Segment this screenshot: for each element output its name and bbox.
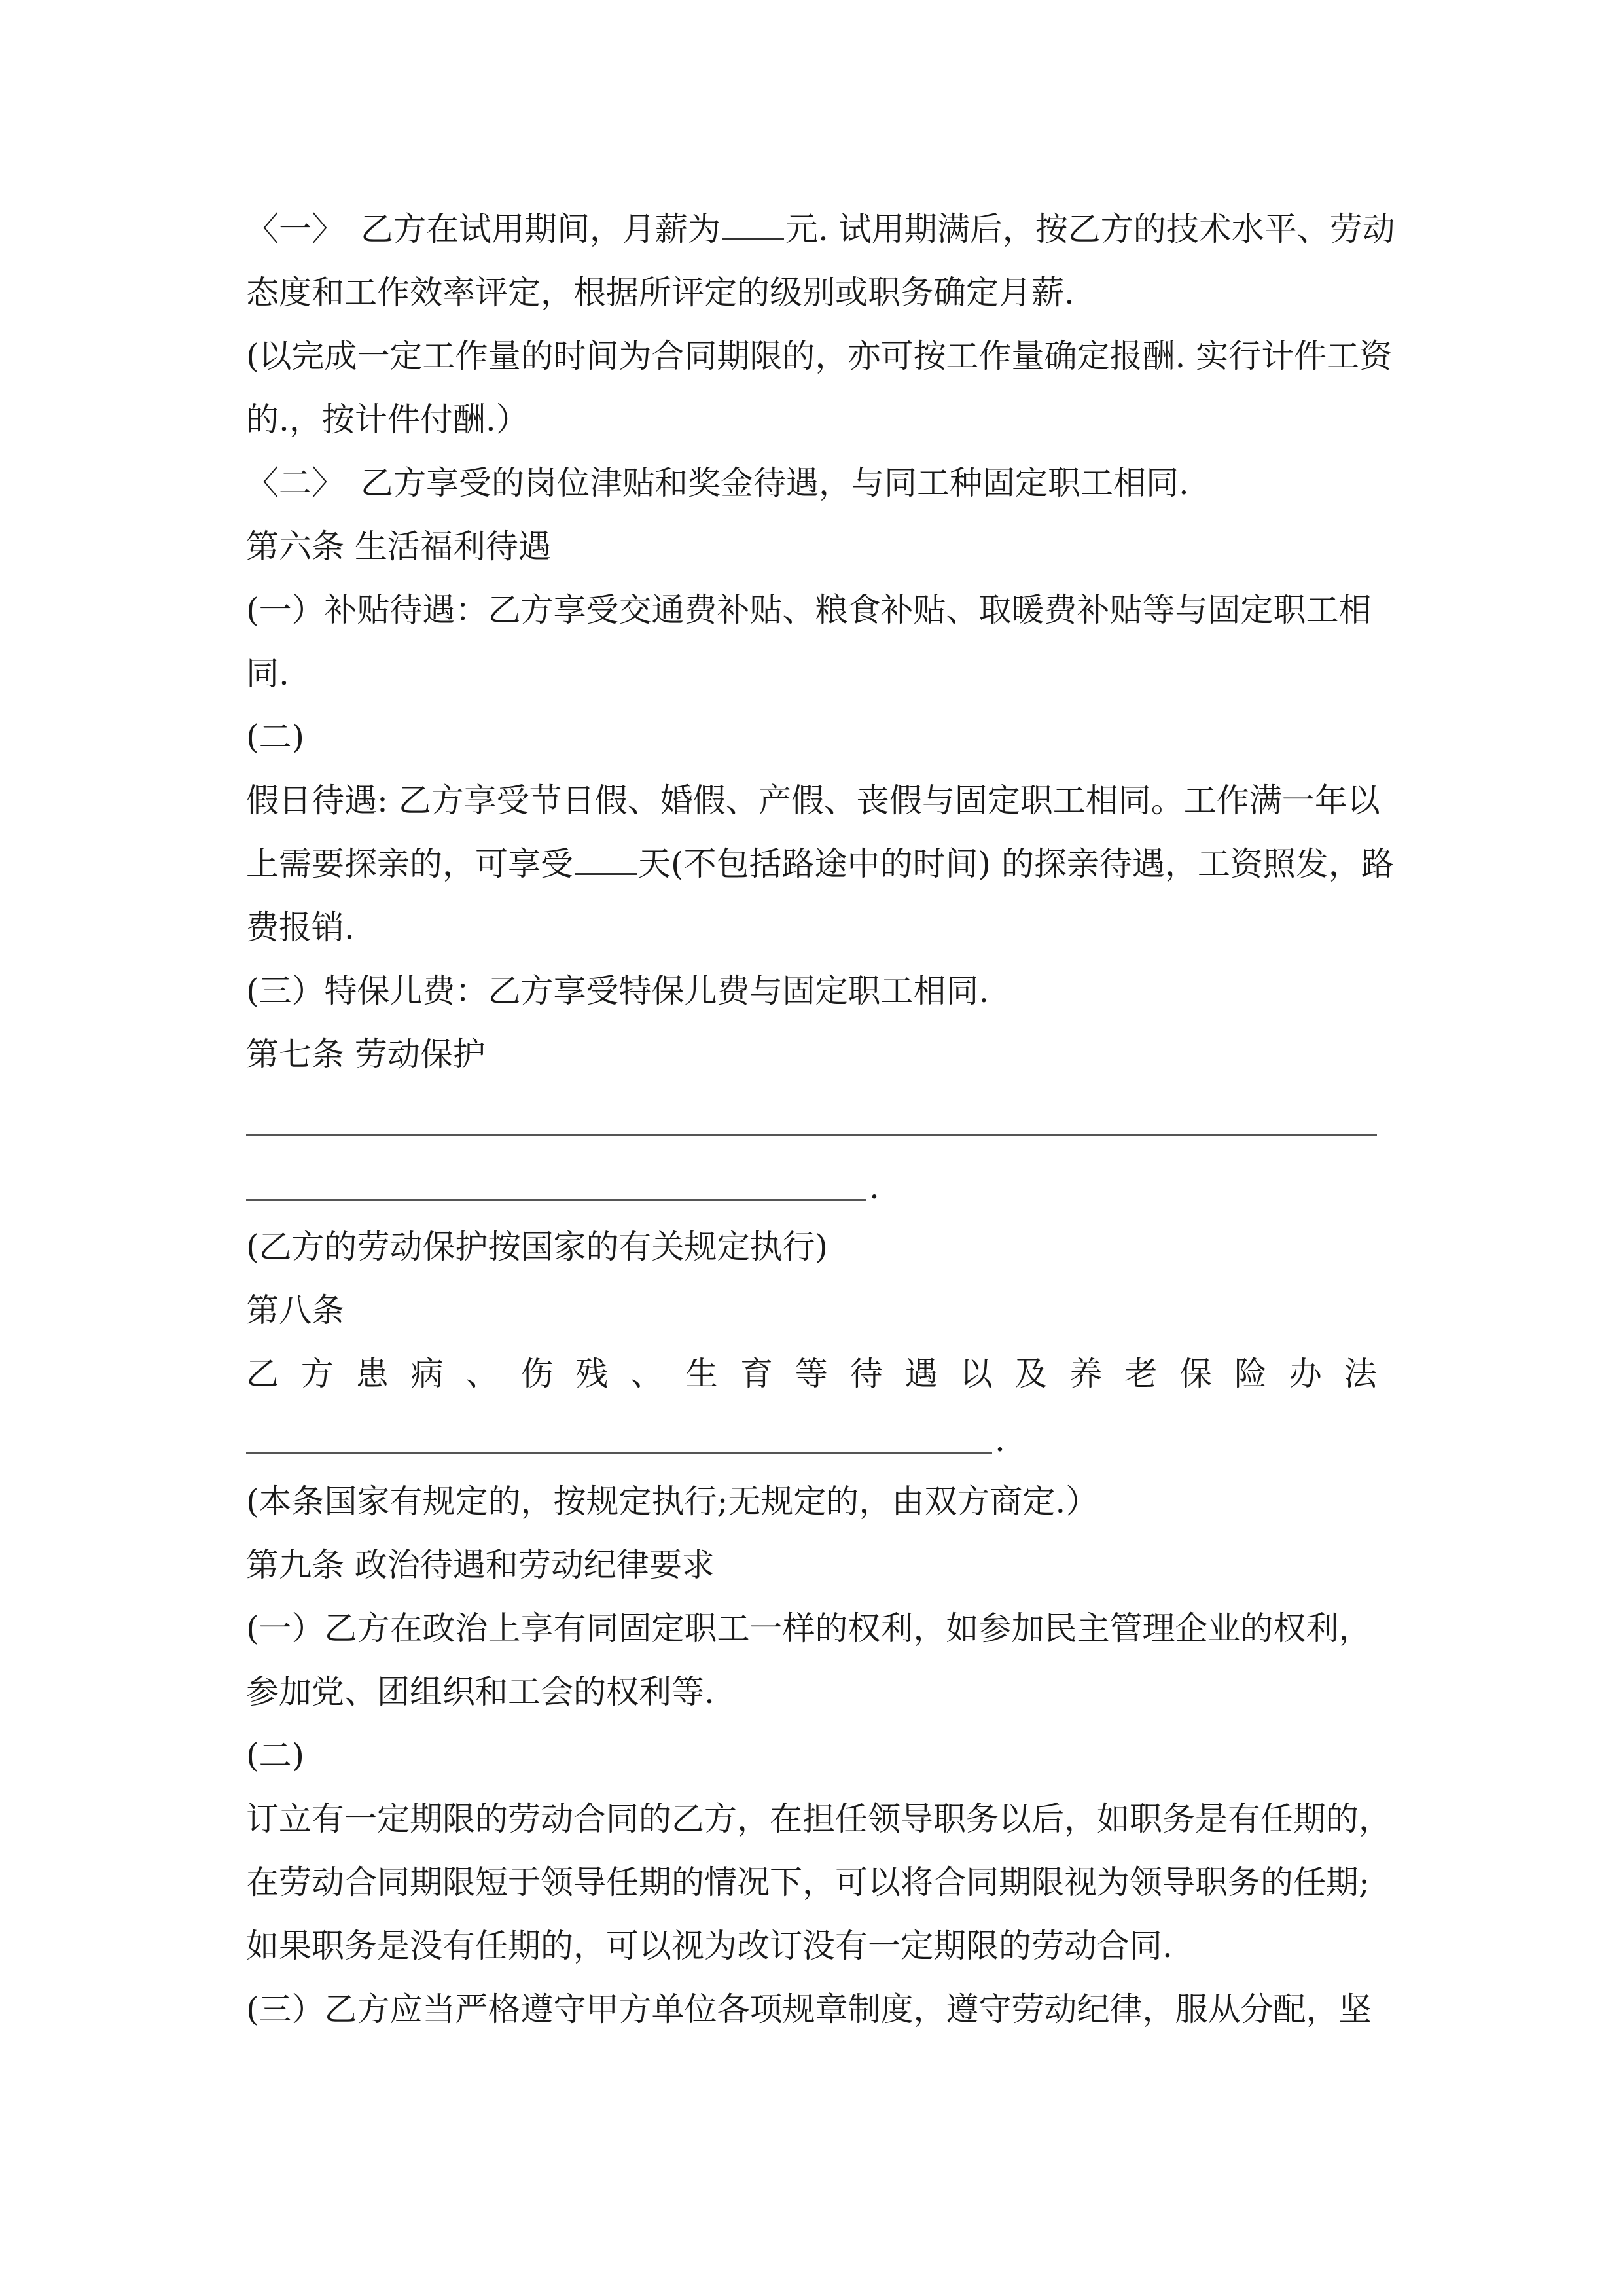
char: 险 (1234, 1355, 1268, 1393)
char: 残 (575, 1355, 609, 1393)
text-line: 的.，按计件付酬.） (246, 401, 529, 439)
char: 乙 (246, 1355, 279, 1393)
char: 遇 (904, 1355, 938, 1393)
char: 病 (410, 1355, 444, 1393)
text-line: 同. (246, 655, 289, 692)
char: 老 (1124, 1355, 1158, 1393)
fill-blank (575, 846, 637, 876)
text-line: (二) (246, 1736, 305, 1774)
char: 育 (740, 1355, 774, 1393)
char: 生 (685, 1355, 719, 1393)
fill-line (246, 1452, 992, 1454)
text-line: 假日待遇: 乙方享受节日假、婚假、产假、丧假与固定职工相同。工作满一年以 (246, 781, 1380, 819)
section-heading: 第九条 政治待遇和劳动纪律要求 (246, 1546, 715, 1584)
text-line: (一）乙方在政治上享有同固定职工一样的权利，如参加民主管理企业的权利， (246, 1609, 1372, 1647)
text-segment: 元. 试用期满后，按乙方的技术水平、劳动 (785, 210, 1395, 248)
fill-line (246, 1134, 1377, 1136)
text-line (246, 209, 1395, 249)
text-line (246, 844, 1394, 884)
text-line: 态度和工作效率评定，根据所评定的级别或职务确定月薪. (246, 274, 1075, 312)
char: 、 (630, 1355, 664, 1393)
char: 及 (1014, 1355, 1048, 1393)
char: 、 (465, 1355, 499, 1393)
char: 以 (959, 1355, 993, 1393)
section-heading: 第七条 劳动保护 (246, 1035, 486, 1073)
text-line: 订立有一定期限的劳动合同的乙方，在担任领导职务以后，如职务是有任期的， (246, 1800, 1391, 1838)
char: 养 (1069, 1355, 1103, 1393)
char: 方 (300, 1355, 334, 1393)
fill-line (246, 1199, 866, 1201)
text-line: 在劳动合同期限短于领导任期的情况下，可以将合同期限视为领导职务的任期; (246, 1863, 1370, 1901)
char: 办 (1289, 1355, 1322, 1393)
char: 法 (1344, 1355, 1377, 1393)
text-line: (二) (246, 718, 305, 756)
text-segment: 〈一〉 乙方在试用期间，月薪为 (246, 210, 721, 248)
period-mark: . (869, 1168, 880, 1206)
text-line: 费报销. (246, 908, 355, 946)
text-line: (乙方的劳动保护按国家的有关规定执行) (246, 1228, 829, 1266)
text-line: (三）特保儿费：乙方享受特保儿费与固定职工相同. (246, 972, 990, 1010)
char: 保 (1179, 1355, 1213, 1393)
text-line: (本条国家有规定的，按规定执行;无规定的，由双方商定.） (246, 1482, 1099, 1520)
text-line: (一）补贴待遇：乙方享受交通费补贴、粮食补贴、取暖费补贴等与固定职工相 (246, 591, 1372, 629)
period-mark: . (995, 1421, 1005, 1459)
char: 患 (355, 1355, 389, 1393)
text-segment: 上需要探亲的，可享受 (246, 845, 573, 883)
text-segment: 天(不包括路途中的时间) 的探亲待遇，工资照发，路 (638, 845, 1394, 883)
fill-blank (722, 211, 784, 241)
text-line: 〈二〉 乙方享受的岗位津贴和奖金待遇，与同工种固定职工相同. (246, 464, 1189, 502)
char: 伤 (520, 1355, 554, 1393)
char: 待 (849, 1355, 883, 1393)
spaced-text-line (246, 1354, 1377, 1393)
text-line: (以完成一定工作量的时间为合同期限的，亦可按工作量确定报酬. 实行计件工资 (246, 337, 1393, 375)
text-line: 如果职务是没有任期的，可以视为改订没有一定期限的劳动合同. (246, 1927, 1173, 1965)
section-heading: 第六条 生活福利待遇 (246, 528, 551, 565)
text-line: (三）乙方应当严格遵守甲方单位各项规章制度，遵守劳动纪律，服从分配，坚 (246, 1990, 1372, 2028)
section-heading: 第八条 (246, 1291, 344, 1329)
text-line: 参加党、团组织和工会的权利等. (246, 1673, 715, 1711)
char: 等 (794, 1355, 828, 1393)
